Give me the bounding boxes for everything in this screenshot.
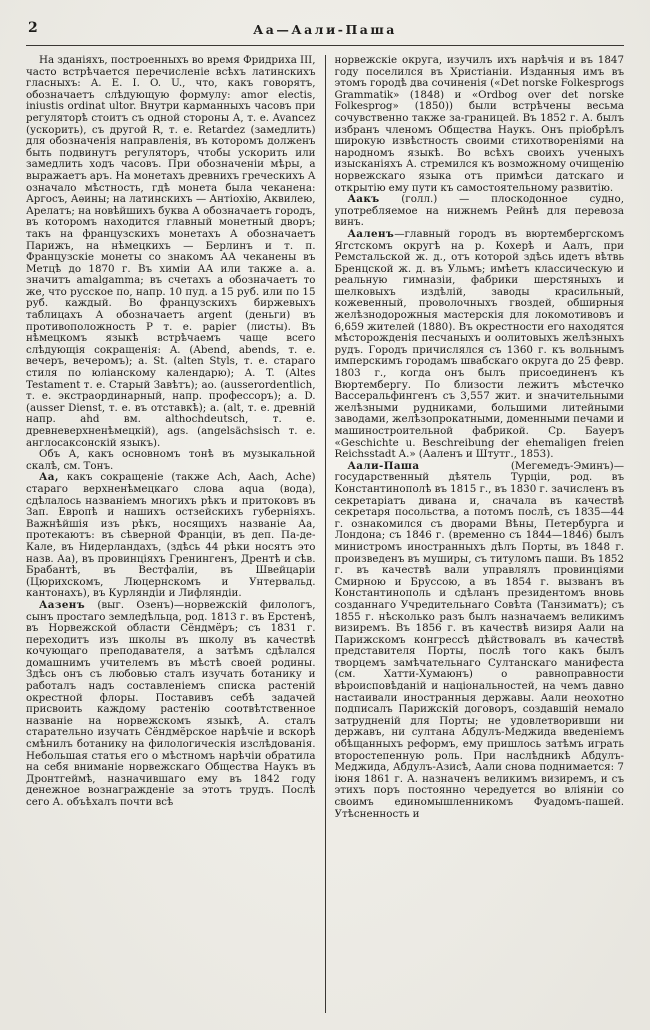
entry-headword: Аали-Паша	[347, 459, 420, 472]
entry-aa: Аа, какъ сокращеніе (также Ach, Aach, Ache) стараго верхненѣмецкаго слова aqua (вода), сдѣлалось названіемъ многихъ рѣкъ и притоковъ въ Зап. Европѣ и нашихъ остзейскихъ губерніяхъ. Важнѣйшія изъ рѣкъ, носящихъ названіе Аа, протекаютъ: въ сѣверной Франціи, въ деп. Па-де-Кале, въ Нидерландахъ, (здѣсь 44 рѣки носятъ это назв. Аа), въ провинціяхъ Гренингенъ, Дрентѣ и сѣв. Брабантѣ, въ Вестфаліи, въ Швейцаріи (Цюрихскомъ, Люцернскомъ и Унтервальд. кантонахъ), въ Курляндіи и Лифляндіи.	[26, 471, 316, 600]
entry-headword: Аа,	[39, 471, 59, 484]
article-a-continuation: На зданіяхъ, построенныхъ во время Фридриха III, часто встрѣчается перечисленіе всѣхъ латинскихъ гласныхъ: A. E. I. O. U., что, какъ говорятъ, обозначаетъ слѣдующую формулу: amor electis, iniustis ordinat ultor. Внутри карманныхъ часовъ при регуляторѣ стоитъ съ одной стороны А, т. е. Avancez (ускорить), съ другой R, т. е. Retardez (замедлить) для обозначенія направленія, въ которомъ долженъ быть подвинутъ регуляторъ, чтобы ускорить или замедлить ходъ часовъ. При обозначеніи мѣры, а выражаетъ аръ. На монетахъ древнихъ греческихъ А означало мѣстность, гдѣ монета была чеканена: Аргосъ, Аѳины; на латинскихъ — Антіохію, Аквилею, Арелатъ; на новѣйшихъ буква А обозначаетъ городъ, въ которомъ находится главный монетный дворъ; такъ на французскихъ монетахъ А обозначаетъ Парижъ, на нѣмецкихъ — Берлинъ и т. п. Французскіе монеты со знакомъ АА чеканены въ Метцѣ до 1870 г. Въ химіи АА или также а. а. значитъ amalgamma; въ счетахъ а обозначаетъ то же, что русское по, напр. 10 пуд. а 15 руб. или по 15 руб. каждый. Во французскихъ биржевыхъ таблицахъ А обозначаетъ argent (деньги) въ противоположность P т. е. papier (листы). Въ нѣмецкомъ языкѣ встрѣчаемъ чаще всего слѣдующія сокращенія: A. (Abend, abends, т. е. вечеръ, вечеромъ); a. St. (alten Styls, т. е. стараго стиля по юліанскому календарю); A. T. (Altes Testament т. е. Старый Завѣтъ); ao. (ausserordentlich, т. е. экстраординарный, напр. профессоръ); a. D. (ausser Dienst, т. е. въ отставкѣ); a. (alt, т. е. древній напр. ahd вм. althochdeutsch, т. е. древневерхненѣмецкій), ags. (angelsächsisch т. е. англосаксонскій языкъ).	[26, 55, 316, 449]
header-rule	[26, 45, 624, 46]
running-title: Аа—Аали-Паша	[253, 22, 397, 37]
column-right	[335, 55, 625, 1013]
article-a-music-note: Объ А, какъ основномъ тонѣ въ музыкальной скалѣ, см. Тонъ.	[26, 448, 316, 472]
entry-headword: Аакъ	[347, 193, 380, 206]
entry-headword: Аазенъ	[39, 598, 86, 611]
text-columns	[26, 55, 624, 1013]
column-divider	[325, 55, 326, 1013]
entry-headword: Ааленъ	[347, 227, 395, 240]
entry-aalen: Ааленъ—главный городъ въ вюртембергскомъ Ягстскомъ округѣ на р. Кохерѣ и Аалъ, при Ремстальской ж. д., отъ которой здѣсь идетъ вѣтвь Бренцской ж. д. въ Ульмъ; имѣетъ классическую и реальную гимназіи, фабрики шерстяныхъ и шелковыхъ издѣлій, заводы красильный, кожевенный, проволочныхъ гвоздей, обширныя желѣзнодорожныя мастерскія для локомотивовъ и 6,659 жителей (1880). Въ окрестности его находятся мѣсторожденія песчаныхъ и оолитовыхъ желѣзныхъ рудъ. Городъ причислялся съ 1360 г. къ вольнымъ имперскимъ городамъ швабскаго округа до 25 февр. 1803 г., когда онъ былъ присоединенъ къ Вюртембергу. По близости лежитъ мѣстечко Вассеральфингенъ съ 3,557 жит. и значительными желѣзными рудниками, большими литейными заводами, желѣзопрокатными, доменными печами и машиностроительной фабрикой. Ср. Бауеръ «Geschichte u. Beschreibung der ehemaligen freien Reichsstadt A.» (Ааленъ и Штутг., 1853).	[334, 227, 624, 461]
column-left	[26, 55, 316, 1013]
entry-aasen: Аазенъ (выг. Озенъ)—норвежскій филологъ, сынъ простаго земледѣльца, род. 1813 г. въ Ерстенѣ, въ Норвежской области Сёндмёръ; съ 1831 г. переходитъ изъ школы въ школу въ качествѣ кочующаго преподавателя, а затѣмъ сдѣлался домашнимъ учителемъ въ мѣстѣ своей родины. Здѣсь онъ съ любовью сталъ изучать ботанику и работалъ надъ составленіемъ списка растеній окрестной флоры. Поставивъ себѣ задачей присвоить каждому растенію соотвѣтственное названіе на норвежскомъ языкѣ, А. сталъ старательно изучать Сёндмёрское нарѣчіе и вскорѣ смѣнилъ ботанику на филологическія изслѣдованія. Небольшая статья его о мѣстномъ нарѣчіи обратила на себя вниманіе норвежскаго Общества Наукъ въ Дронтгеймѣ, назначившаго ему въ 1842 году денежное вознагражденіе за этотъ трудъ. Послѣ сего А. объѣхалъ почти всѣ	[26, 598, 316, 808]
page-number: 2	[28, 20, 38, 36]
entry-aak: Аакъ (голл.) — плоскодонное судно, употребляемое на нижнемъ Рейнѣ для перевоза винъ.	[334, 193, 624, 229]
entry-aali-pasha: Аали-Паша (Мегемедъ-Эминъ)—государственный дѣятель Турціи, род. въ Константинополѣ въ 1815 г., въ 1830 г. зачисленъ въ секретаріатъ дивана и, сначала въ качествѣ секретаря посольства, а потомъ послѣ, съ 1835—44 г. ознакомился съ дворами Вѣны, Петербурга и Лондона; съ 1846 г. (временно съ 1844—1846) былъ министромъ иностранныхъ дѣлъ Порты, въ 1848 г. произведенъ въ муширы, съ титуломъ паши. Въ 1852 г. въ качествѣ вали управлялъ провинціями Смирною и Бруссою, а въ 1854 г. вызванъ въ Константинополь и сдѣланъ президентомъ вновь созданнаго Учредительнаго Совѣта (Танзиматъ); съ 1855 г. нѣсколько разъ былъ назначаемъ великимъ визиремъ. Въ 1856 г. въ качествѣ визиря Аали на Парижскомъ конгрессѣ дѣйствовалъ въ качествѣ представителя Порты, послѣ того какъ былъ творцемъ замѣчательнаго Султанскаго манифеста (см. Хатти-Хумаюнъ) о равноправности вѣроисповѣданій и національностей, на чемъ давно настаивали иностранныя державы. Аали неохотно подписалъ Парижскій договоръ, создавшій немало затрудненій для Порты; не удовлетворивши ни державъ, ни султана Абдулъ-Меджида введеніемъ обѣщанныхъ реформъ, ему пришлось затѣмъ играть второстепенную роль. При наслѣдникѣ Абдулъ-Меджида, Абдулъ-Азисѣ, Аали снова поднимается: 7 іюня 1861 г. А. назначенъ великимъ визиремъ, и съ этихъ поръ постоянно чередуется во вліяніи со своимъ единомышленникомъ Фуадомъ-пашей. Утѣсненность и	[334, 459, 624, 820]
page-header	[26, 20, 624, 40]
entry-aasen-continuation: норвежскіе округа, изучилъ ихъ нарѣчія и въ 1847 году поселился въ Христіаніи. Изданныя имъ въ этомъ городѣ два сочиненія («Det norske Folkesprogs Grammatik» (1848) и «Ordbog over det norske Folkesprog» (1850)) были встрѣчены весьма сочувственно также за-границей. Въ 1852 г. А. былъ избранъ членомъ Общества Наукъ. Онъ пріобрѣлъ широкую извѣстность своими стихотвореніями на народномъ языкѣ. Во всѣхъ своихъ ученыхъ изысканіяхъ А. стремился къ возможному очищенію норвежскаго языка отъ примѣси датскаго и открытію ему пути къ самостоятельному развитію.	[334, 55, 624, 194]
